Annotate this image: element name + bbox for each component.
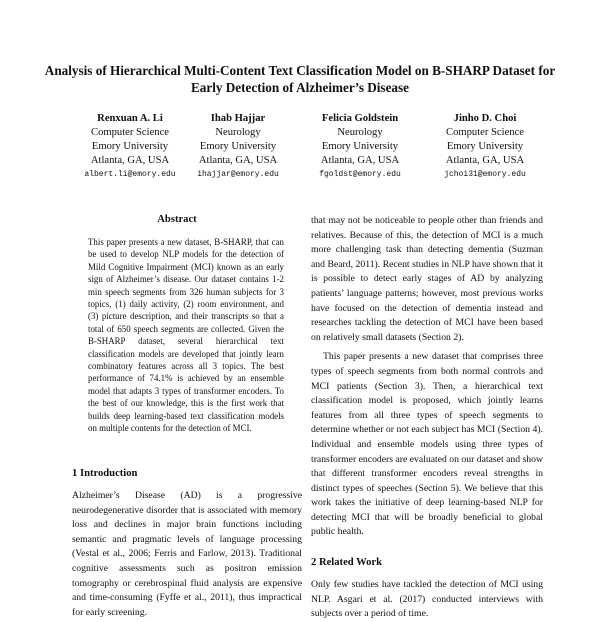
- author-university: Emory University: [91, 141, 169, 152]
- section-heading-introduction: 1 Introduction: [72, 468, 138, 479]
- paper-title: Analysis of Hierarchical Multi-Content Text Classification Model on B-SHARP Dataset for Early Detection of Alzheimer’s Disease: [44, 63, 556, 95]
- introduction-text: Alzheimer’s Disease (AD) is a progressive neurodegenerative disorder that is associated with memory loss and declines in major brain functions including semantic and pragmatic levels of language processing (Vestal et al., 2006; Ferris and Farlow, 2013). Traditional cognitive assessments such as positron emission tomography or cerebrospinal fluid analysis are expensive and time-consuming (Fyffe et al., 2011), thus impractical for early screening.: [72, 490, 302, 618]
- author-department: Computer Science: [91, 127, 169, 138]
- author-university: Emory University: [446, 141, 524, 152]
- author-university: Emory University: [321, 141, 399, 152]
- paragraph: that may not be noticeable to people other than friends and relatives. Because of this, the detection of MCI is a much more challenging task than detecting dementia (Suzman and Beard, 2011). Recent studies in NLP have shown that it is possible to detect early stages of AD by analyzing patients’ language patterns; however, most previous works have focused on the detection of dementia instead and researches tackling the detection of MCI have been based on relatively small datasets (Section 2).: [311, 215, 543, 343]
- right-column: [311, 214, 543, 540]
- abstract-heading: Abstract: [157, 214, 197, 225]
- author-location: Atlanta, GA, USA: [445, 155, 525, 166]
- abstract-text: This paper presents a new dataset, B-SHARP, that can be used to develop NLP models for the detection of Mild Cognitive Impairment (MCI) known as an early sign of Alzheimer’s disease. Our dataset contains 1-2 min speech segments from 326 human subjects for 3 topics, (1) daily activity, (2) room environment, and (3) picture description, and their transcripts so that a total of 650 speech segments are collected. Given the B-SHARP dataset, several hierarchical text classification models are developed that jointly learn combinatory features across all 3 topics. The best performance of 74.1% is achieved by an ensemble model that adapts 3 types of transformer encoders. To the best of our knowledge, this is the first work that builds deep learning-based text classification models on multiple contents for the detection of MCI.: [88, 237, 284, 434]
- author-university: Emory University: [199, 141, 277, 152]
- paragraph: This paper presents a new dataset that comprises three types of speech segments from both normal controls and MCI patients (Section 3). Then, a hierarchical text classification model is proposed, which jointly learns features from all three types of speech segments to determine whether or not each subject has MCI (Section 4). Individual and ensemble models using three types of transformer encoders are evaluated on our dataset and show that different transformer encoders reveal strengths in distinct types of speeches (Section 5). We believe that this work takes the initiative of deep learning-based NLP for detecting MCI that will be broadly beneficial to global public health.: [311, 351, 543, 538]
- author-name: Ihab Hajjar: [210, 113, 266, 124]
- author-email: ihajjar@emory.edu: [197, 170, 279, 179]
- author-department: Neurology: [337, 127, 383, 138]
- author-location: Atlanta, GA, USA: [198, 155, 278, 166]
- section-heading-related-work: 2 Related Work: [311, 557, 383, 568]
- author-location: Atlanta, GA, USA: [320, 155, 400, 166]
- related-work-text: Only few studies have tackled the detection of MCI using NLP. Asgari et al. (2017) conducted interviews with subjects over a period of time.: [311, 579, 543, 620]
- author-department: Neurology: [215, 127, 261, 138]
- author-block: [410, 112, 560, 181]
- author-name: Felicia Goldstein: [321, 113, 399, 124]
- author-email: jchoi31@emory.edu: [444, 170, 526, 179]
- author-location: Atlanta, GA, USA: [90, 155, 170, 166]
- author-name: Jinho D. Choi: [453, 113, 517, 124]
- author-name: Renxuan A. Li: [97, 113, 163, 124]
- author-email: albert.li@emory.edu: [84, 170, 176, 179]
- author-department: Computer Science: [446, 127, 524, 138]
- author-email: fgoldst@emory.edu: [319, 170, 401, 179]
